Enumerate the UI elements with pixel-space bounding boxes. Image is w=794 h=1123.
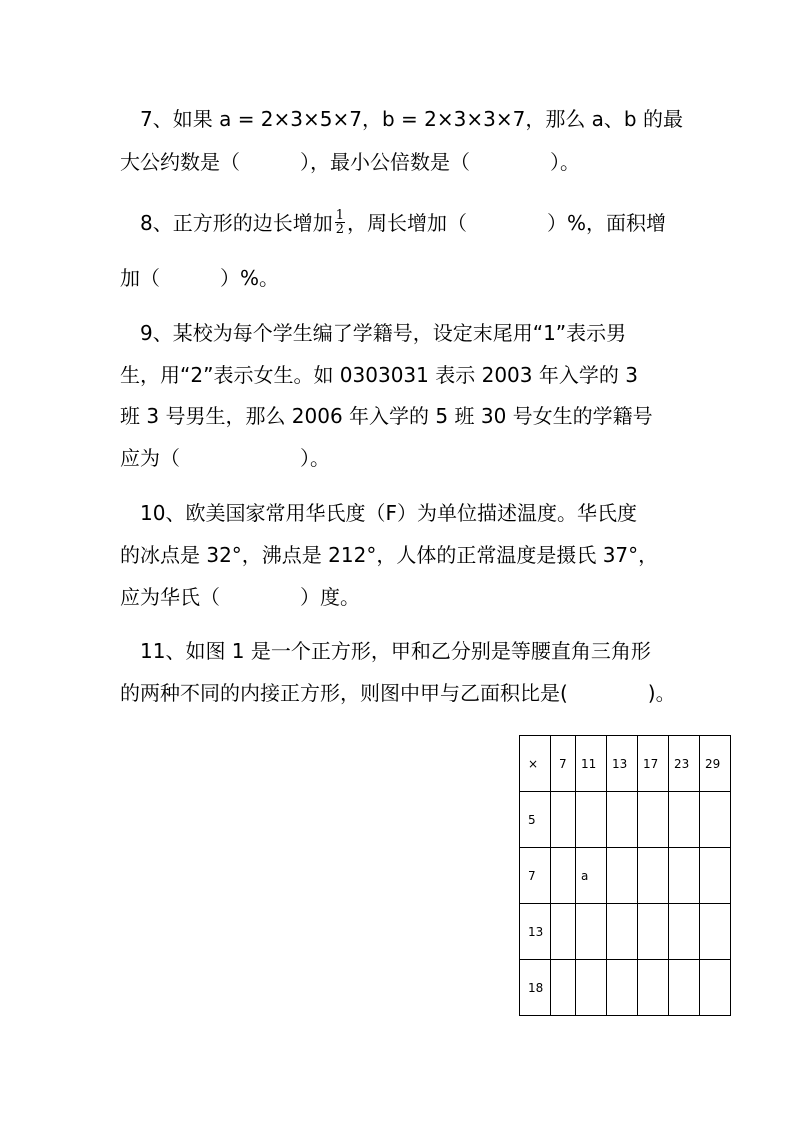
table-cell: 7 bbox=[520, 848, 551, 904]
table-header-cell: 29 bbox=[700, 736, 731, 792]
table-row bbox=[520, 904, 731, 960]
table-cell bbox=[551, 792, 576, 848]
q9-line-2: 生，用“2”表示女生。如 0303031 表示 2003 年入学的 3 bbox=[120, 363, 638, 387]
table-cell bbox=[607, 904, 638, 960]
table-cell bbox=[700, 848, 731, 904]
table-cell bbox=[607, 960, 638, 1016]
table-cell bbox=[700, 904, 731, 960]
q10-line-1: 10、欧美国家常用华氏度（F）为单位描述温度。华氏度 bbox=[120, 501, 637, 525]
table-cell bbox=[576, 792, 607, 848]
q9-line-4: 应为（ ）。 bbox=[120, 446, 330, 470]
table-cell: 5 bbox=[520, 792, 551, 848]
table-cell bbox=[576, 904, 607, 960]
q9-line-1: 9、某校为每个学生编了学籍号，设定末尾用“1”表示男 bbox=[120, 321, 627, 345]
table-cell bbox=[551, 848, 576, 904]
q7-line-2: 大公约数是（ ），最小公倍数是（ ）。 bbox=[120, 150, 580, 174]
table-cell bbox=[638, 960, 669, 1016]
table-header-cell: 7 bbox=[551, 736, 576, 792]
table-cell bbox=[638, 904, 669, 960]
q8-line-1 bbox=[120, 209, 666, 238]
table-cell bbox=[607, 848, 638, 904]
table-cell: 13 bbox=[520, 904, 551, 960]
table-cell bbox=[700, 792, 731, 848]
table-cell bbox=[669, 904, 700, 960]
q10-line-2: 的冰点是 32°，沸点是 212°，人体的正常温度是摄氏 37°， bbox=[120, 543, 659, 567]
table-cell bbox=[551, 960, 576, 1016]
table-header-cell: 13 bbox=[607, 736, 638, 792]
table-row bbox=[520, 792, 731, 848]
q11-line-1: 11、如图 1 是一个正方形，甲和乙分别是等腰直角三角形 bbox=[120, 639, 651, 663]
q8-text-before-fraction: 8、正方形的边长增加 bbox=[120, 211, 333, 235]
table-cell bbox=[576, 960, 607, 1016]
table-cell bbox=[638, 848, 669, 904]
table-cell: 18 bbox=[520, 960, 551, 1016]
table-cell bbox=[638, 792, 669, 848]
table-cell bbox=[700, 960, 731, 1016]
fraction-numerator: 1 bbox=[335, 208, 345, 223]
multiplication-table bbox=[519, 735, 731, 1016]
fraction-one-half bbox=[335, 209, 345, 236]
table-header-cell: × bbox=[520, 736, 551, 792]
table-header-cell: 23 bbox=[669, 736, 700, 792]
q7-line-1: 7、如果 a = 2×3×5×7，b = 2×3×3×7，那么 a、b 的最 bbox=[120, 107, 683, 131]
table-row bbox=[520, 960, 731, 1016]
table-cell bbox=[607, 792, 638, 848]
table-row bbox=[520, 848, 731, 904]
q8-line-2: 加（ ）%。 bbox=[120, 266, 280, 290]
q8-text-after-fraction: ，周长增加（ ）%，面积增 bbox=[347, 211, 667, 235]
table-cell bbox=[669, 960, 700, 1016]
table-cell bbox=[669, 848, 700, 904]
q10-line-3: 应为华氏（ ）度。 bbox=[120, 585, 360, 609]
fraction-denominator: 2 bbox=[335, 222, 345, 237]
table-cell: a bbox=[576, 848, 607, 904]
table-header-row bbox=[520, 736, 731, 792]
table-cell bbox=[551, 904, 576, 960]
q11-line-2: 的两种不同的内接正方形，则图中甲与乙面积比是( )。 bbox=[120, 681, 676, 705]
table-header-cell: 11 bbox=[576, 736, 607, 792]
table-header-cell: 17 bbox=[638, 736, 669, 792]
table-cell bbox=[669, 792, 700, 848]
q9-line-3: 班 3 号男生，那么 2006 年入学的 5 班 30 号女生的学籍号 bbox=[120, 404, 653, 428]
